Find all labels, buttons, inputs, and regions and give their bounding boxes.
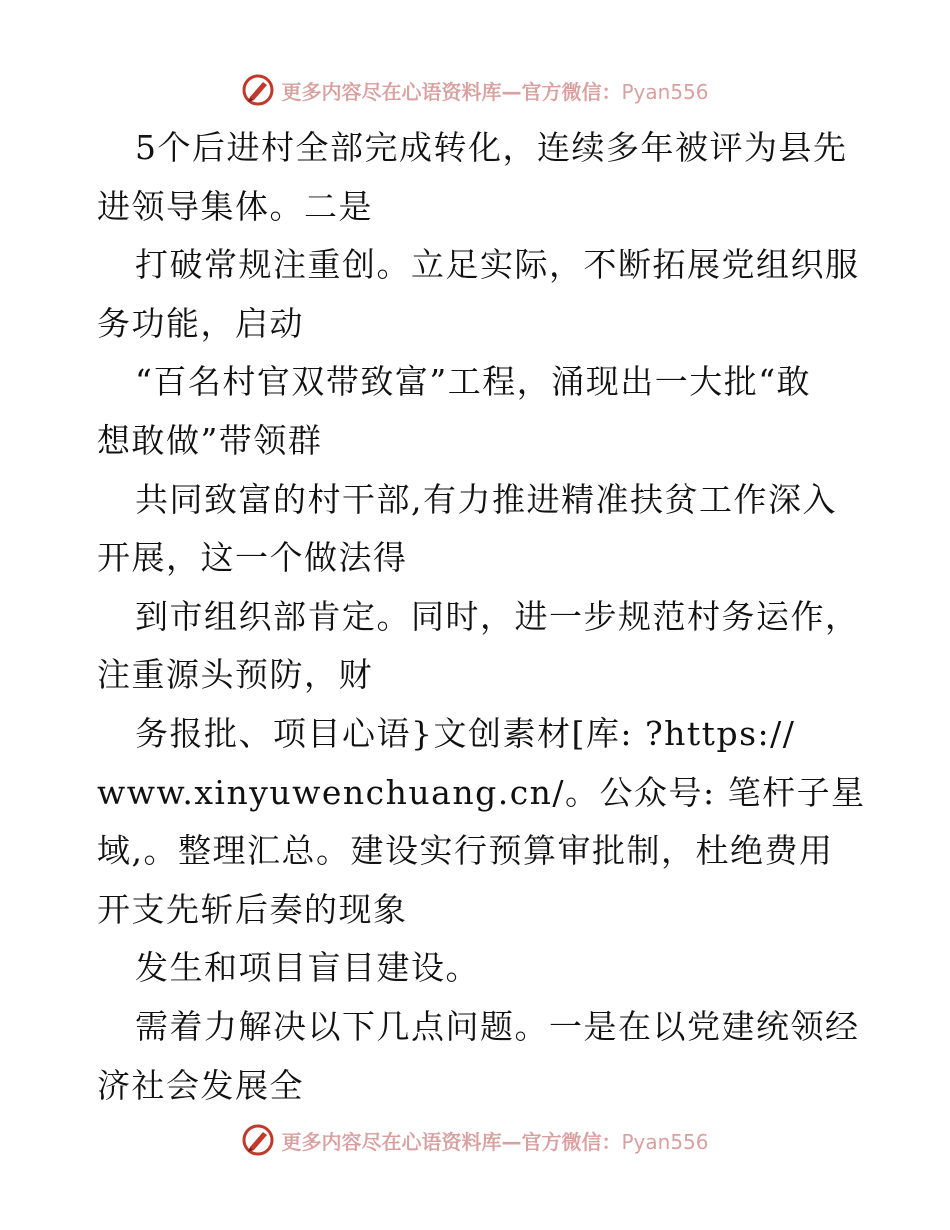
body-line: “百名村官双带致富”工程，涌现出一大批“敢 bbox=[135, 362, 812, 402]
body-line: 共同致富的村干部,有力推进精准扶贫工作深入 bbox=[135, 479, 837, 519]
body-line: 务报批、项目心语}文创素材[库: ?https:// bbox=[135, 713, 796, 753]
body-line: 5个后进村全部完成转化，连续多年被评为县先 bbox=[135, 128, 848, 167]
pen-logo-icon bbox=[241, 1123, 275, 1157]
body-line: 济社会发展全 bbox=[97, 1065, 304, 1105]
footer-banner bbox=[0, 1120, 950, 1160]
header-banner-text: 更多内容尽在心语资料库—官方微信：Pyan556 bbox=[281, 79, 709, 104]
body-line: 到市组织部肯定。同时，进一步规范村务运作， bbox=[135, 596, 860, 636]
body-line: 发生和项目盲目建设。 bbox=[135, 948, 480, 988]
body-line: 注重源头预防，财 bbox=[97, 655, 373, 695]
footer-banner-text: 更多内容尽在心语资料库—官方微信：Pyan556 bbox=[281, 1129, 709, 1154]
document-body bbox=[97, 119, 866, 1115]
header-wechat-id: Pyan556 bbox=[621, 79, 709, 104]
pen-logo-icon bbox=[241, 73, 275, 107]
footer-wechat-id: Pyan556 bbox=[621, 1129, 709, 1154]
body-line: 进领导集体。二是 bbox=[97, 186, 373, 226]
body-line: 开展，这一个做法得 bbox=[97, 538, 408, 578]
body-line: 想敢做”带领群 bbox=[97, 420, 323, 460]
header-banner bbox=[0, 70, 950, 110]
body-line: 域,。整理汇总。建设实行预算审批制，杜绝费用 bbox=[97, 831, 834, 871]
body-line: 打破常规注重创。立足实际，不断拓展党组织服 bbox=[135, 245, 860, 285]
body-line: www.xinyuwenchuang.cn/。公众号: 笔杆子星 bbox=[97, 772, 866, 812]
body-line: 开支先斩后奏的现象 bbox=[97, 889, 408, 929]
body-line: 需着力解决以下几点问题。一是在以党建统领经 bbox=[135, 1006, 860, 1046]
body-line: 务功能，启动 bbox=[97, 303, 304, 343]
